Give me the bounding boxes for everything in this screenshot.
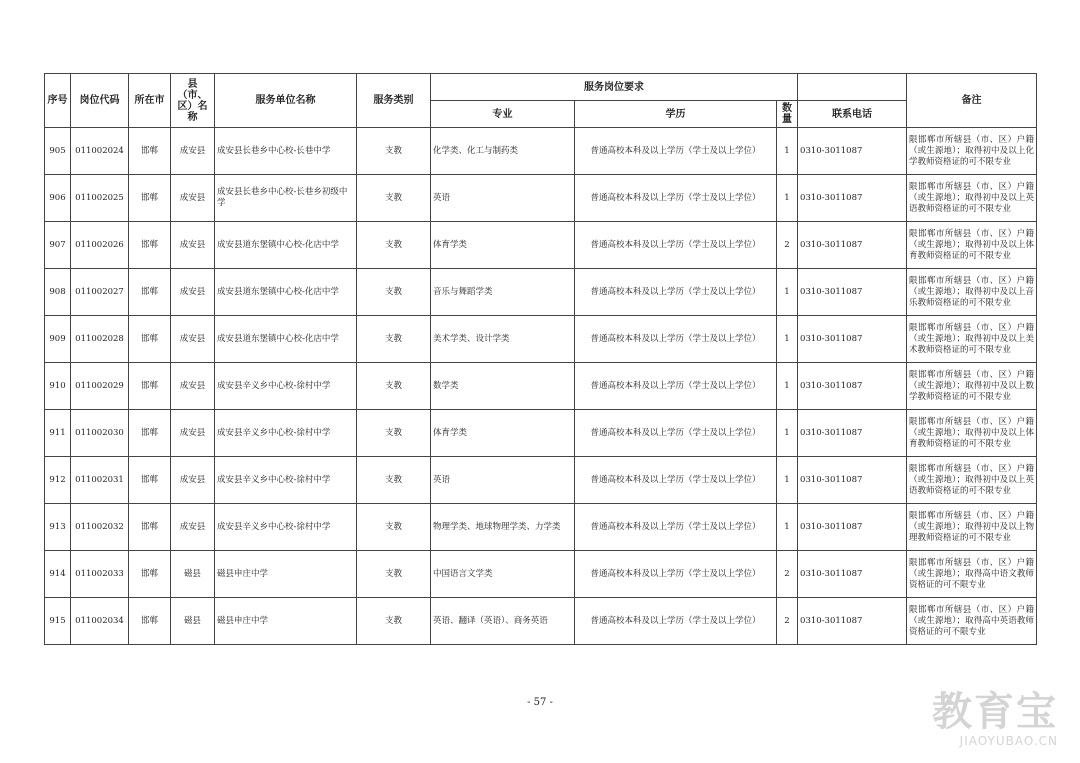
cell-major: 数学类 <box>431 363 575 410</box>
cell-code: 011002031 <box>71 457 129 504</box>
cell-code: 011002027 <box>71 269 129 316</box>
header-county: 县（市、区）名称 <box>171 74 215 128</box>
header-code: 岗位代码 <box>71 74 129 128</box>
cell-city: 邯郸 <box>129 363 171 410</box>
table-row <box>45 457 1037 504</box>
cell-county: 成安县 <box>171 504 215 551</box>
cell-county: 成安县 <box>171 222 215 269</box>
cell-quantity: 1 <box>777 128 798 175</box>
cell-seq: 914 <box>45 551 71 598</box>
cell-remarks: 限邯郸市所辖县（市、区）户籍（或生源地）；取得初中及以上体育教师资格证的可不限专业 <box>907 410 1037 457</box>
table-body <box>45 128 1037 645</box>
cell-phone: 0310-3011087 <box>798 457 907 504</box>
cell-unit: 磁县申庄中学 <box>215 598 357 645</box>
cell-quantity: 1 <box>777 504 798 551</box>
cell-code: 011002032 <box>71 504 129 551</box>
cell-seq: 911 <box>45 410 71 457</box>
cell-quantity: 1 <box>777 316 798 363</box>
cell-unit: 成安县辛义乡中心校-徐村中学 <box>215 504 357 551</box>
cell-education: 普通高校本科及以上学历（学士及以上学位） <box>575 316 777 363</box>
cell-remarks: 限邯郸市所辖县（市、区）户籍（或生源地）；取得初中及以上体育教师资格证的可不限专业 <box>907 222 1037 269</box>
cell-phone: 0310-3011087 <box>798 410 907 457</box>
table-row <box>45 598 1037 645</box>
cell-major: 英语 <box>431 457 575 504</box>
table-row <box>45 128 1037 175</box>
cell-phone: 0310-3011087 <box>798 598 907 645</box>
cell-seq: 909 <box>45 316 71 363</box>
cell-seq: 905 <box>45 128 71 175</box>
cell-quantity: 1 <box>777 457 798 504</box>
cell-city: 邯郸 <box>129 504 171 551</box>
header-category: 服务类别 <box>357 74 431 128</box>
cell-code: 011002030 <box>71 410 129 457</box>
cell-major: 英语 <box>431 175 575 222</box>
cell-quantity: 1 <box>777 410 798 457</box>
cell-quantity: 2 <box>777 598 798 645</box>
cell-city: 邯郸 <box>129 175 171 222</box>
cell-unit: 磁县申庄中学 <box>215 551 357 598</box>
header-major: 专业 <box>431 101 575 128</box>
cell-education: 普通高校本科及以上学历（学士及以上学位） <box>575 457 777 504</box>
cell-city: 邯郸 <box>129 551 171 598</box>
cell-education: 普通高校本科及以上学历（学士及以上学位） <box>575 363 777 410</box>
cell-phone: 0310-3011087 <box>798 128 907 175</box>
cell-major: 化学类、化工与制药类 <box>431 128 575 175</box>
cell-remarks: 限邯郸市所辖县（市、区）户籍（或生源地）；取得初中及以上音乐教师资格证的可不限专业 <box>907 269 1037 316</box>
cell-code: 011002029 <box>71 363 129 410</box>
watermark-logo <box>932 690 1058 748</box>
header-quantity: 数量 <box>777 101 798 128</box>
cell-remarks: 限邯郸市所辖县（市、区）户籍（或生源地）；取得初中及以上物理教师资格证的可不限专业 <box>907 504 1037 551</box>
cell-education: 普通高校本科及以上学历（学士及以上学位） <box>575 504 777 551</box>
cell-code: 011002024 <box>71 128 129 175</box>
cell-unit: 成安县长巷乡中心校-长巷乡初级中学 <box>215 175 357 222</box>
cell-county: 磁县 <box>171 551 215 598</box>
table-row <box>45 269 1037 316</box>
cell-quantity: 2 <box>777 551 798 598</box>
cell-remarks: 限邯郸市所辖县（市、区）户籍（或生源地）；取得高中英语教师资格证的可不限专业 <box>907 598 1037 645</box>
cell-quantity: 2 <box>777 222 798 269</box>
table-row <box>45 316 1037 363</box>
table-row <box>45 222 1037 269</box>
cell-code: 011002028 <box>71 316 129 363</box>
watermark-logo-text: 教育宝 <box>932 689 1058 735</box>
cell-major: 物理学类、地球物理学类、力学类 <box>431 504 575 551</box>
cell-quantity: 1 <box>777 175 798 222</box>
cell-county: 成安县 <box>171 363 215 410</box>
cell-phone: 0310-3011087 <box>798 504 907 551</box>
header-unit: 服务单位名称 <box>215 74 357 128</box>
cell-phone: 0310-3011087 <box>798 316 907 363</box>
cell-category: 支教 <box>357 128 431 175</box>
cell-city: 邯郸 <box>129 457 171 504</box>
cell-county: 成安县 <box>171 128 215 175</box>
cell-category: 支教 <box>357 222 431 269</box>
cell-category: 支教 <box>357 410 431 457</box>
cell-phone: 0310-3011087 <box>798 551 907 598</box>
cell-city: 邯郸 <box>129 222 171 269</box>
header-seq: 序号 <box>45 74 71 128</box>
recruitment-table <box>44 73 1037 645</box>
table-row <box>45 504 1037 551</box>
cell-remarks: 限邯郸市所辖县（市、区）户籍（或生源地）；取得初中及以上英语教师资格证的可不限专业 <box>907 175 1037 222</box>
cell-code: 011002033 <box>71 551 129 598</box>
cell-city: 邯郸 <box>129 598 171 645</box>
cell-major: 英语、翻译（英语）、商务英语 <box>431 598 575 645</box>
cell-phone: 0310-3011087 <box>798 175 907 222</box>
watermark-url: JIAOYUBAO.CN <box>959 734 1058 748</box>
cell-unit: 成安县道东堡镇中心校-化店中学 <box>215 316 357 363</box>
cell-category: 支教 <box>357 551 431 598</box>
cell-quantity: 1 <box>777 269 798 316</box>
cell-remarks: 限邯郸市所辖县（市、区）户籍（或生源地）；取得初中及以上美术教师资格证的可不限专业 <box>907 316 1037 363</box>
cell-education: 普通高校本科及以上学历（学士及以上学位） <box>575 598 777 645</box>
cell-city: 邯郸 <box>129 316 171 363</box>
cell-category: 支教 <box>357 269 431 316</box>
cell-seq: 907 <box>45 222 71 269</box>
cell-county: 磁县 <box>171 598 215 645</box>
cell-county: 成安县 <box>171 410 215 457</box>
cell-major: 体育学类 <box>431 222 575 269</box>
cell-category: 支教 <box>357 457 431 504</box>
table-row <box>45 363 1037 410</box>
table-row <box>45 175 1037 222</box>
cell-code: 011002026 <box>71 222 129 269</box>
cell-education: 普通高校本科及以上学历（学士及以上学位） <box>575 175 777 222</box>
cell-category: 支教 <box>357 175 431 222</box>
cell-county: 成安县 <box>171 457 215 504</box>
cell-education: 普通高校本科及以上学历（学士及以上学位） <box>575 551 777 598</box>
cell-unit: 成安县辛义乡中心校-徐村中学 <box>215 410 357 457</box>
cell-category: 支教 <box>357 504 431 551</box>
cell-education: 普通高校本科及以上学历（学士及以上学位） <box>575 410 777 457</box>
cell-category: 支教 <box>357 598 431 645</box>
cell-remarks: 限邯郸市所辖县（市、区）户籍（或生源地）；取得初中及以上化学教师资格证的可不限专业 <box>907 128 1037 175</box>
cell-city: 邯郸 <box>129 128 171 175</box>
cell-code: 011002025 <box>71 175 129 222</box>
cell-seq: 912 <box>45 457 71 504</box>
cell-county: 成安县 <box>171 175 215 222</box>
cell-education: 普通高校本科及以上学历（学士及以上学位） <box>575 222 777 269</box>
header-education: 学历 <box>575 101 777 128</box>
cell-major: 美术学类、设计学类 <box>431 316 575 363</box>
cell-unit: 成安县辛义乡中心校-徐村中学 <box>215 363 357 410</box>
table-row <box>45 551 1037 598</box>
table-row <box>45 410 1037 457</box>
cell-seq: 915 <box>45 598 71 645</box>
cell-major: 音乐与舞蹈学类 <box>431 269 575 316</box>
cell-county: 成安县 <box>171 316 215 363</box>
cell-major: 中国语言文学类 <box>431 551 575 598</box>
cell-phone: 0310-3011087 <box>798 269 907 316</box>
header-requirements: 服务岗位要求 <box>431 74 798 101</box>
cell-unit: 成安县长巷乡中心校-长巷中学 <box>215 128 357 175</box>
cell-phone: 0310-3011087 <box>798 363 907 410</box>
cell-quantity: 1 <box>777 363 798 410</box>
header-remarks: 备注 <box>907 74 1037 128</box>
cell-remarks: 限邯郸市所辖县（市、区）户籍（或生源地）；取得初中及以上数学教师资格证的可不限专业 <box>907 363 1037 410</box>
cell-city: 邯郸 <box>129 269 171 316</box>
header-city: 所在市 <box>129 74 171 128</box>
header-phone: 联系电话 <box>798 101 907 128</box>
cell-code: 011002034 <box>71 598 129 645</box>
cell-seq: 910 <box>45 363 71 410</box>
cell-education: 普通高校本科及以上学历（学士及以上学位） <box>575 128 777 175</box>
cell-seq: 906 <box>45 175 71 222</box>
cell-unit: 成安县道东堡镇中心校-化店中学 <box>215 269 357 316</box>
cell-remarks: 限邯郸市所辖县（市、区）户籍（或生源地）；取得高中语文教师资格证的可不限专业 <box>907 551 1037 598</box>
cell-seq: 908 <box>45 269 71 316</box>
cell-unit: 成安县辛义乡中心校-徐村中学 <box>215 457 357 504</box>
cell-remarks: 限邯郸市所辖县（市、区）户籍（或生源地）；取得初中及以上英语教师资格证的可不限专业 <box>907 457 1037 504</box>
cell-category: 支教 <box>357 363 431 410</box>
cell-seq: 913 <box>45 504 71 551</box>
cell-county: 成安县 <box>171 269 215 316</box>
header-phone-top <box>798 74 907 101</box>
cell-city: 邯郸 <box>129 410 171 457</box>
page-number: - 57 - <box>527 697 553 708</box>
cell-category: 支教 <box>357 316 431 363</box>
cell-education: 普通高校本科及以上学历（学士及以上学位） <box>575 269 777 316</box>
cell-phone: 0310-3011087 <box>798 222 907 269</box>
cell-major: 体育学类 <box>431 410 575 457</box>
cell-unit: 成安县道东堡镇中心校-化店中学 <box>215 222 357 269</box>
